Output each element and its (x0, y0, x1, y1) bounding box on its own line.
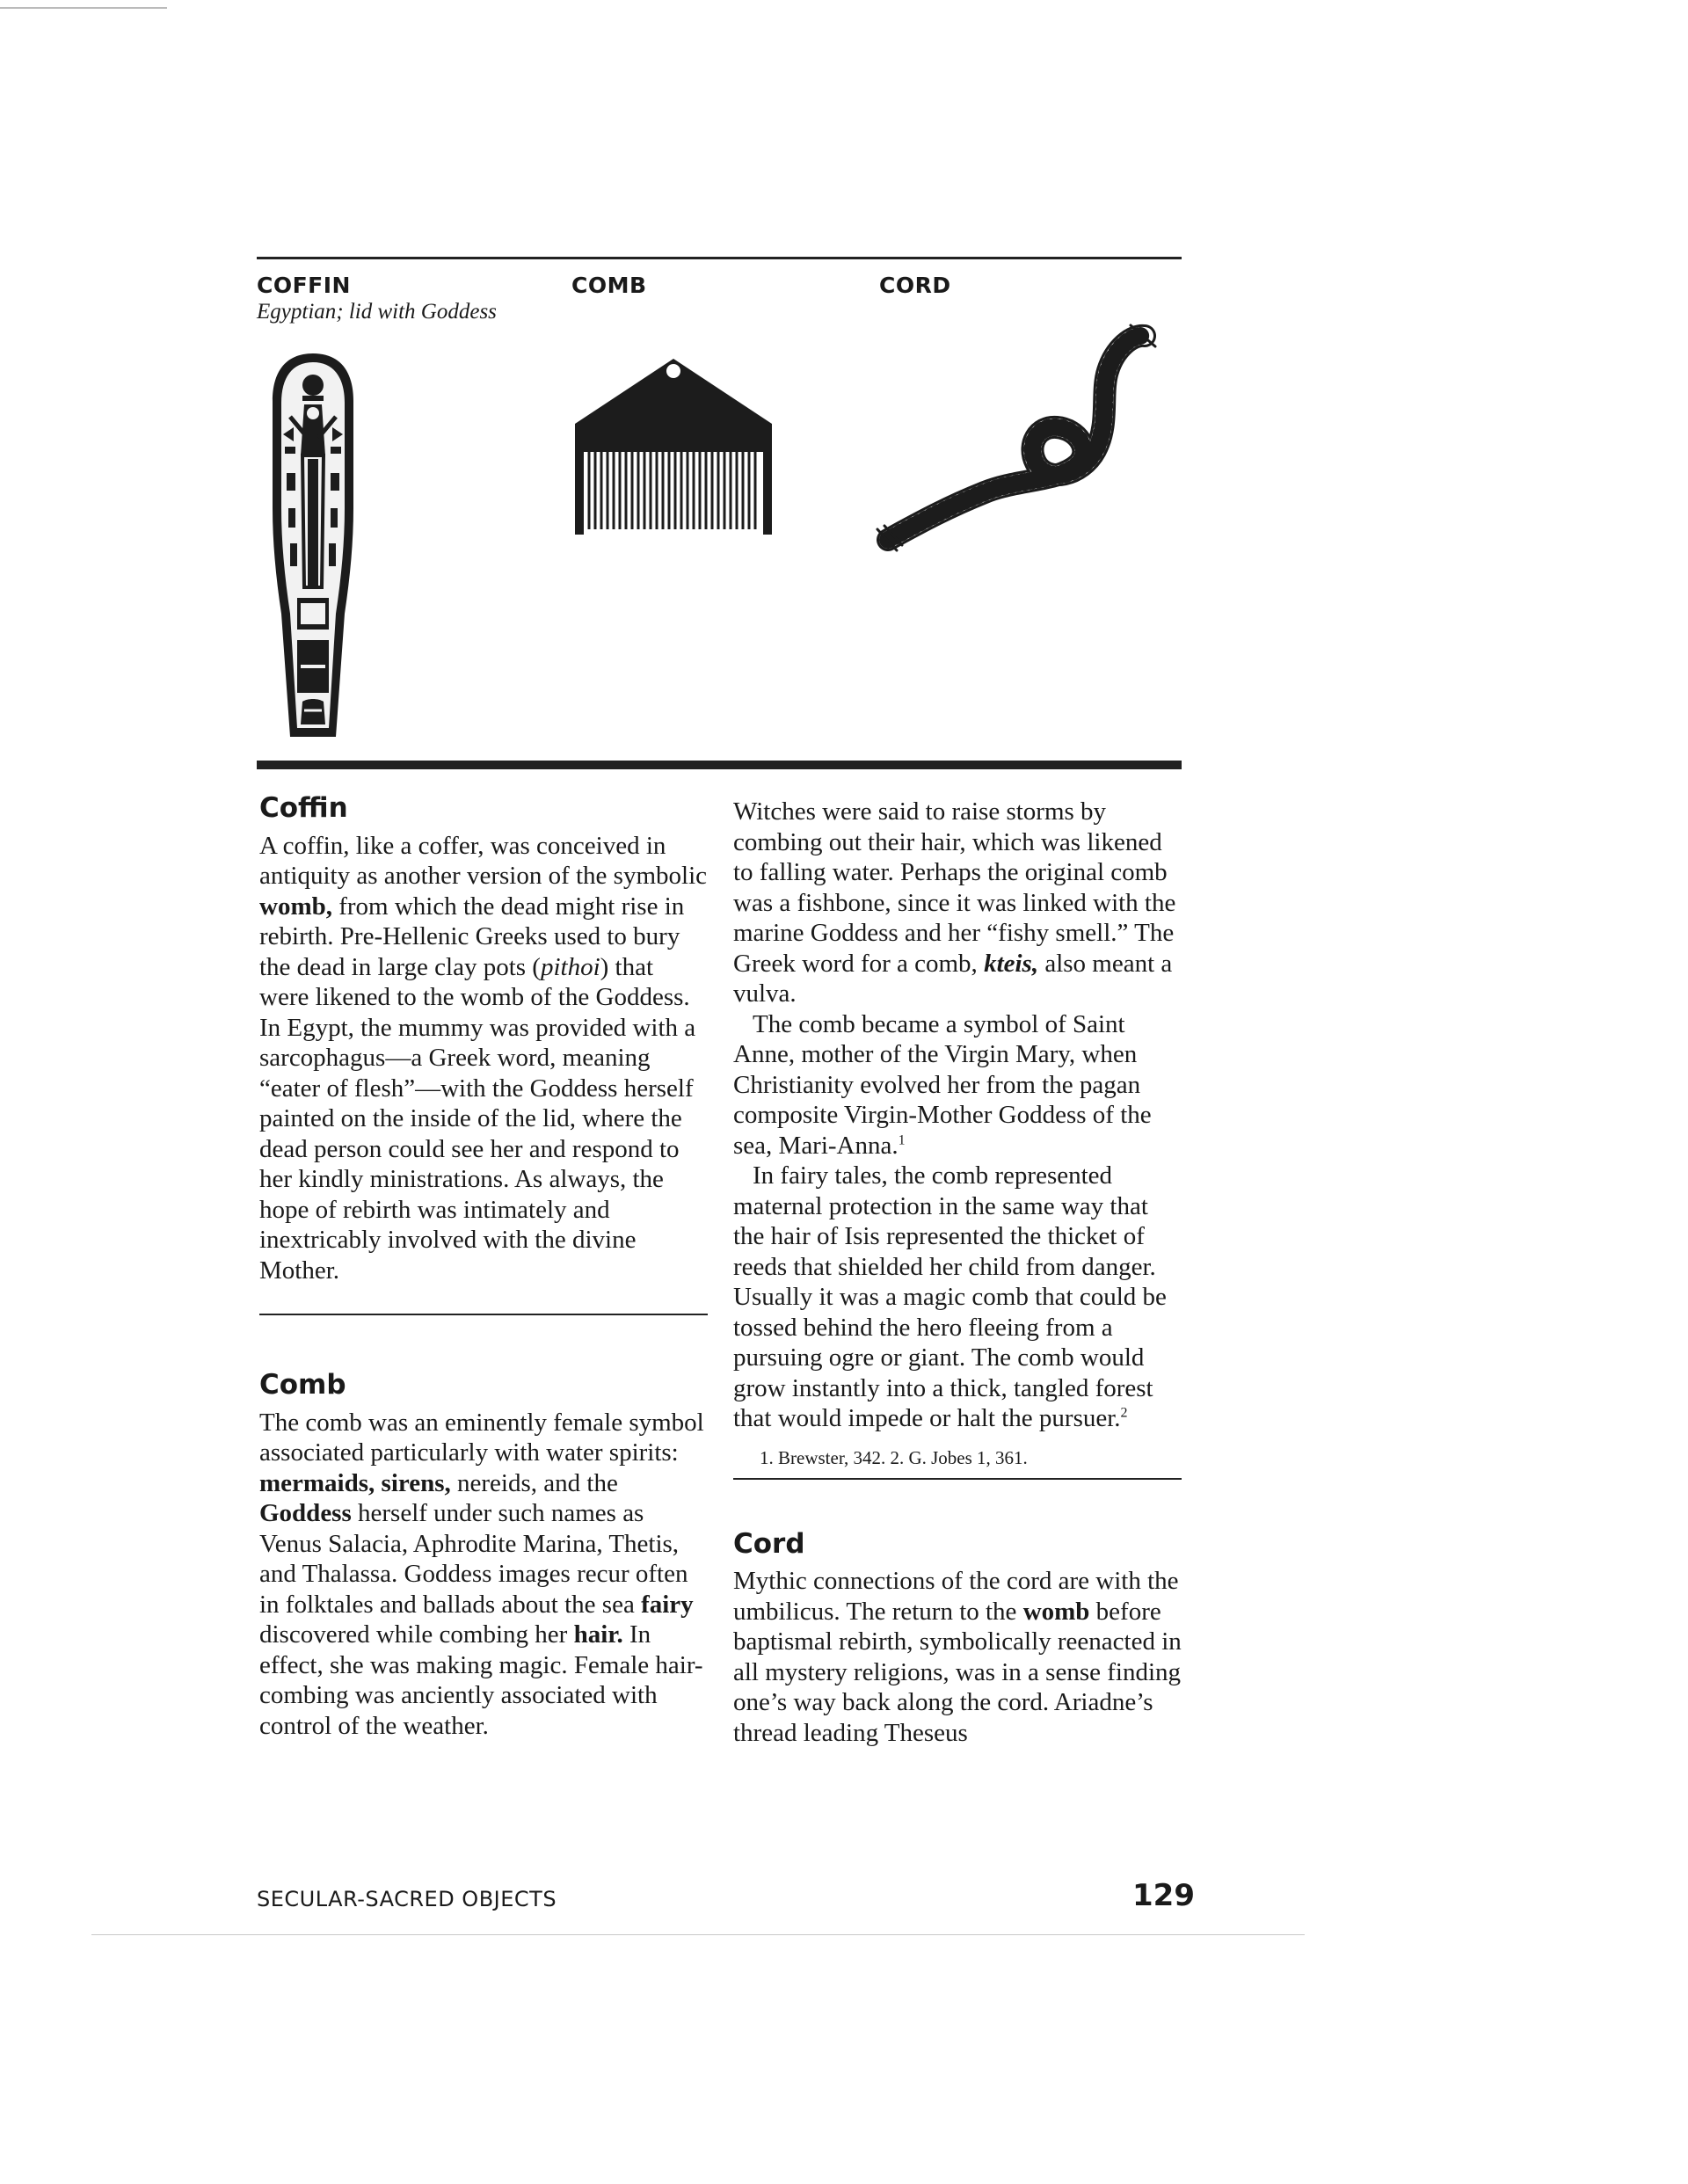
coffin-divider (259, 1314, 708, 1315)
footnote-ref: 1 (898, 1132, 906, 1147)
italic-term: pithoi (540, 952, 600, 981)
coffin-caption-title: COFFIN (257, 273, 351, 298)
keyword: Goddess (259, 1499, 352, 1527)
comb-continued-paragraph-2: The comb became a symbol of Saint Anne, mother of the Virgin Mary, when Christianity evolved her from the pagan composite Virgin-Mother Goddess of the sea, Mari-Anna.$^1$ (733, 1009, 1152, 1160)
coffin-paragraph: A coffin, like a coffer, was conceived in antiquity as another version of the symbolic womb, from which the dead might rise in rebirth. Pre-Hellenic Greeks used to bury the dead in large clay pots (pithoi) that were likened to the womb of the Goddess. In Egypt, the mummy was provided with a sarcophagus—a Greek word, meaning “eater of flesh”—with the Goddess herself painted on the inside of the lid, where the dead person could see her and respond to her kindly ministrations. As always, the hope of rebirth was intimately and inextricably involved with the divine Mother. (259, 831, 708, 1285)
comb-heading: Comb (259, 1369, 346, 1401)
coffin-caption (257, 273, 497, 324)
left-column (259, 793, 708, 1741)
scan-bottom-edge (91, 1934, 1305, 1935)
illustration-separator (257, 761, 1182, 769)
coffin-illustration (264, 350, 362, 746)
top-rule (257, 257, 1182, 259)
comb-continued-paragraph-3: In fairy tales, the comb represented maternal protection in the same way that the hair of Isis represented the thicket of reeds that shielded her child from danger. Usually it was a magic comb that could be tossed behind the hero fleeing from a pursuing ogre or giant. The comb would grow instantly into a thick, tangled forest that would impede or halt the pursuer.$^2$ (733, 1161, 1167, 1432)
cord-illustration (870, 318, 1160, 556)
comb-continued-paragraph-1: Witches were said to raise storms by combing out their hair, which was likened to falling water. Perhaps the original comb was a fishbone, since it was linked with the marine Goddess and her “fishy smell.” The Greek word for a comb, kteis, also meant a vulva. (733, 797, 1176, 1008)
keyword: hair. (573, 1620, 623, 1649)
keyword: womb, (259, 892, 332, 921)
page-number: 129 (1132, 1878, 1195, 1913)
cord-heading: Cord (733, 1527, 805, 1560)
italic-keyword: kteis, (984, 949, 1039, 978)
cord-paragraph: Mythic connections of the cord are with the umbilicus. The return to the womb before baptismal rebirth, symbolically reenacted in all mystery religions, was in a sense finding one’s way back along the cord. Ariadne’s thread leading Theseus (733, 1567, 1182, 1747)
coffin-caption-subtitle: Egyptian; lid with Goddess (257, 300, 497, 324)
cord-caption (879, 273, 951, 298)
keyword: mermaids, sirens, (259, 1468, 451, 1497)
comb-paragraph: The comb was an eminently female symbol associated particularly with water spirits: mermaids, sirens, nereids, and the Goddess herself under such names as Venus Salacia, Aphrodite Marina, Thetis, and Thalassa. Goddess images recur often in folktales and ballads about the sea fairy discovered while combing her hair. In effect, she was making magic. Female hair-combing was anciently associated with control of the weather. (259, 1408, 704, 1740)
keyword: fairy (641, 1590, 694, 1619)
coffin-heading: Coffin (259, 792, 348, 824)
running-footer-section: SECULAR-SACRED OBJECTS (257, 1887, 557, 1911)
scan-top-edge (0, 7, 167, 9)
keyword: womb (1022, 1597, 1090, 1626)
comb-caption-title: COMB (571, 273, 647, 298)
comb-footnote-divider (733, 1478, 1182, 1480)
footnote-ref: 2 (1120, 1405, 1128, 1421)
comb-caption (571, 273, 647, 298)
cord-caption-title: CORD (879, 273, 951, 298)
footnotes: 1. Brewster, 342. 2. G. Jobes 1, 361. (760, 1446, 1028, 1468)
right-column (733, 797, 1182, 1748)
comb-illustration (571, 353, 775, 538)
